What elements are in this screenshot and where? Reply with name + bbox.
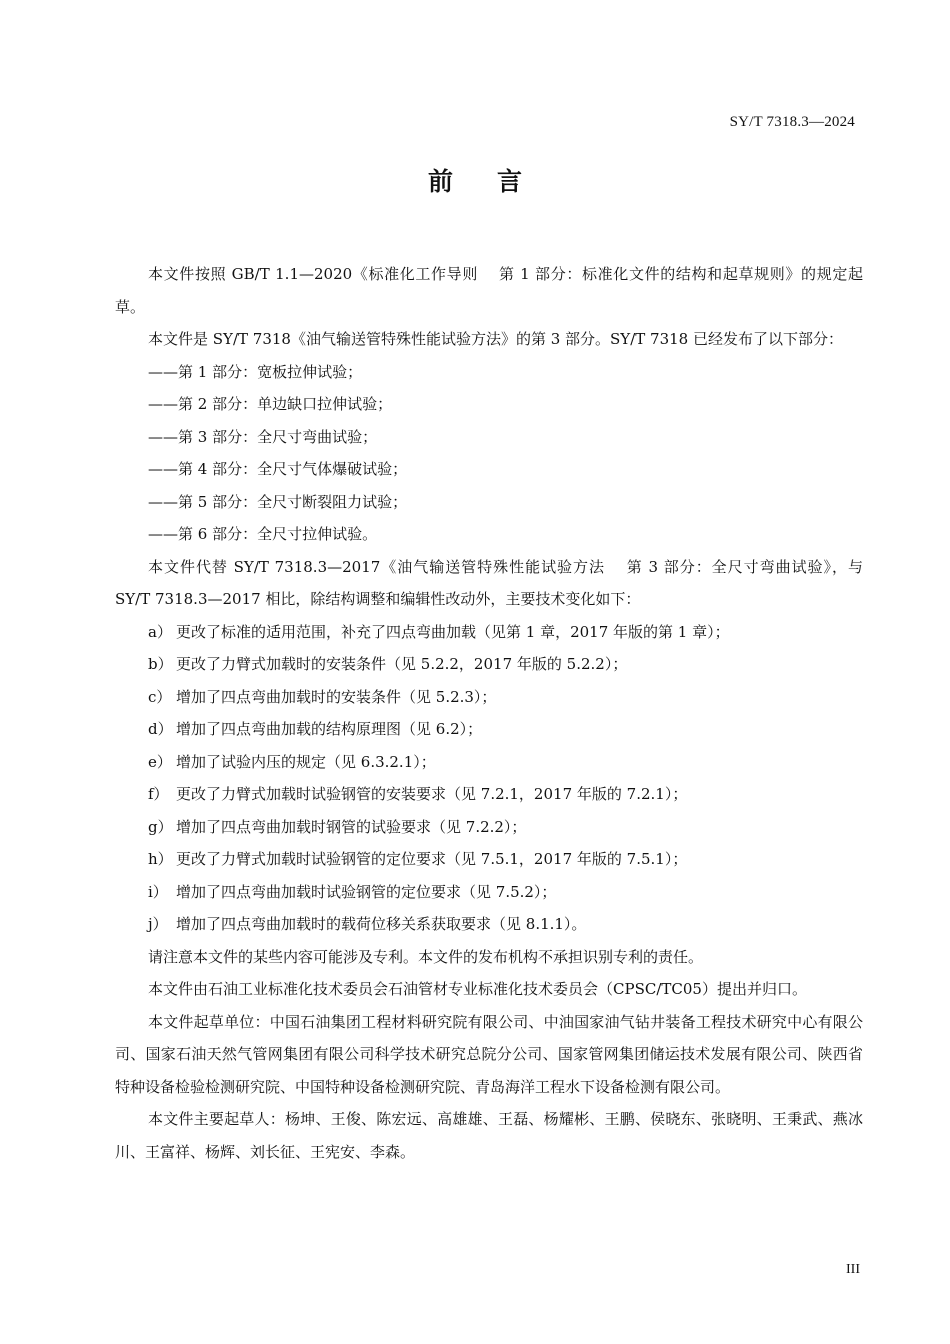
parts-list: [115, 356, 863, 551]
item-text: 增加了四点弯曲加载时钢管的试验要求（见 7.2.2）；: [176, 817, 527, 836]
list-item: [115, 648, 863, 681]
item-label: f）: [148, 785, 169, 803]
list-item: ——第 2 部分：单边缺口拉伸试验；: [148, 395, 393, 413]
list-item: [115, 681, 863, 714]
paragraph-proposer: 本文件由石油工业标准化技术委员会石油管材专业标准化技术委员会（CPSC/TC05）提出并归口。: [148, 980, 807, 998]
item-text: 更改了标准的适用范围，补充了四点弯曲加载（见第 1 章，2017 年版的第 1 章）；: [176, 622, 730, 641]
paragraph-patent-notice: 请注意本文件的某些内容可能涉及专利。本文件的发布机构不承担识别专利的责任。: [148, 947, 704, 966]
item-label: a）: [148, 622, 172, 641]
paragraph-drafting-rules: 本文件按照 GB/T 1.1—2020《标准化工作导则 第 1 部分：标准化文件的结构和起草规则》的规定起草。: [115, 265, 863, 316]
item-label: h）: [148, 850, 173, 868]
paragraph-series-intro: 本文件是 SY/T 7318《油气输送管特殊性能试验方法》的第 3 部分。SY/T 7318 已经发布了以下部分：: [148, 330, 843, 348]
item-text: 增加了四点弯曲加载时试验钢管的定位要求（见 7.5.2）；: [176, 882, 557, 901]
item-text: 增加了四点弯曲加载的结构原理图（见 6.2）；: [176, 720, 483, 738]
paragraph-drafting-units: 本文件起草单位：中国石油集团工程材料研究院有限公司、中油国家油气钻井装备工程技术研究中心有限公司、国家石油天然气管网集团有限公司科学技术研究总院分公司、国家管网集团储运技术发展有限公司、陕西省特种设备检验检测研究院、中国特种设备检测研究院、青岛海洋工程水下设备检测有限公司。: [115, 1012, 863, 1096]
list-item: [115, 616, 863, 649]
changes-list: [115, 616, 863, 941]
item-text: 更改了力臂式加载时试验钢管的定位要求（见 7.5.1，2017 年版的 7.5.1）；: [176, 850, 688, 868]
standard-code: SY/T 7318.3—2024: [729, 114, 855, 130]
list-item: ——第 3 部分：全尺寸弯曲试验；: [148, 427, 378, 446]
item-label: i）: [148, 882, 168, 901]
list-item: [115, 811, 863, 844]
item-label: d）: [148, 720, 173, 738]
item-label: c）: [148, 687, 172, 706]
list-item: [115, 908, 863, 941]
list-item: ——第 6 部分：全尺寸拉伸试验。: [148, 525, 378, 543]
list-item: ——第 5 部分：全尺寸断裂阻力试验；: [148, 492, 408, 511]
paragraph-drafters: 本文件主要起草人：杨坤、王俊、陈宏远、高雄雄、王磊、杨耀彬、王鹏、侯晓东、张晓明、王秉武、燕冰川、王富祥、杨辉、刘长征、王宪安、李森。: [115, 1110, 863, 1161]
list-item: [115, 876, 863, 909]
page-number: III: [846, 1262, 860, 1277]
item-label: j）: [148, 915, 168, 933]
item-text: 更改了力臂式加载时的安装条件（见 5.2.2，2017 年版的 5.2.2）；: [176, 655, 628, 673]
paragraph-replacement: 本文件代替 SY/T 7318.3—2017《油气输送管特殊性能试验方法 第 3 部分：全尺寸弯曲试验》，与 SY/T 7318.3—2017 相比，除结构调整和编辑性改动外，主要技术变化如下：: [115, 557, 863, 608]
item-text: 增加了四点弯曲加载时的载荷位移关系获取要求（见 8.1.1）。: [176, 915, 587, 933]
list-item: [115, 843, 863, 876]
item-label: g）: [148, 817, 173, 836]
page-title: 前言: [427, 167, 566, 196]
list-item: ——第 1 部分：宽板拉伸试验；: [148, 362, 363, 381]
item-text: 增加了试验内压的规定（见 6.3.2.1）；: [176, 752, 436, 771]
item-label: e）: [148, 752, 172, 771]
list-item: ——第 4 部分：全尺寸气体爆破试验；: [148, 460, 408, 478]
list-item: [115, 778, 863, 811]
list-item: [115, 746, 863, 779]
list-item: [115, 713, 863, 746]
item-text: 增加了四点弯曲加载时的安装条件（见 5.2.3）；: [176, 687, 497, 706]
item-text: 更改了力臂式加载时试验钢管的安装要求（见 7.2.1，2017 年版的 7.2.1）；: [176, 785, 688, 803]
foreword-body: [115, 258, 863, 1168]
item-label: b）: [148, 655, 173, 673]
